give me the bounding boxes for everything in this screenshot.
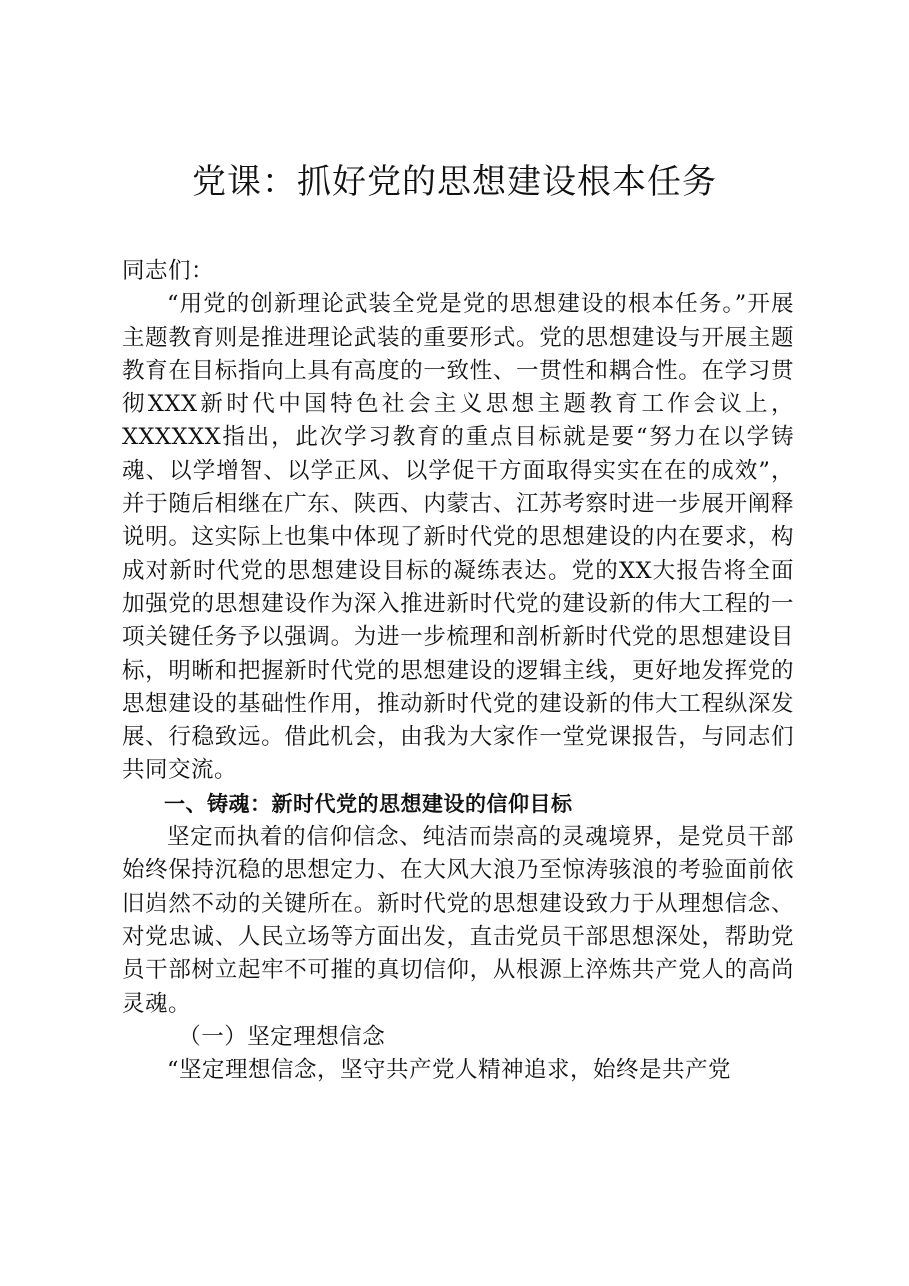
subsection-1-heading: （一）坚定理想信念 xyxy=(178,1023,386,1050)
section-1-heading: 一、铸魂：新时代党的思想建设的信仰目标 xyxy=(164,791,573,816)
document-title: 党课：抓好党的思想建设根本任务 xyxy=(192,162,717,202)
salutation: 同志们： xyxy=(122,258,215,284)
subsection-1-paragraph: “坚定理想信念，坚守共产党人精神追求，始终是共产党 xyxy=(167,1057,732,1084)
section-1-paragraph: 坚定而执着的信仰信念、纯洁而崇高的灵魂境界，是党员干部始终保持沉稳的思想定力、在大风大浪乃至惊涛骇浪的考验面前依旧岿然不动的关键所在。新时代党的思想建设致力于从理想信念、对党忠诚、人民立场等方面出发，直击党员干部思想深处，帮助党员干部树立起牢不可摧的真切信仰，从根源上淬炼共产党人的高尚灵魂。 xyxy=(122,824,794,1017)
intro-paragraph: “用党的创新理论武装全党是党的思想建设的根本任务。”开展主题教育则是推进理论武装的重要形式。党的思想建设与开展主题教育在目标指向上具有高度的一致性、一贯性和耦合性。在学习贯彻XXX新时代中国特色社会主义思想主题教育工作会议上，XXXXXX指出，此次学习教育的重点目标就是要“努力在以学铸魂、以学增智、以学正风、以学促干方面取得实实在在的成效”，并于随后相继在广东、陕西、内蒙古、江苏考察时进一步展开阐释说明。这实际上也集中体现了新时代党的思想建设的内在要求，构成对新时代党的思想建设目标的凝练表达。党的XX大报告将全面加强党的思想建设作为深入推进新时代党的建设新的伟大工程的一项关键任务予以强调。为进一步梳理和剖析新时代党的思想建设目标，明晰和把握新时代党的思想建设的逻辑主线，更好地发挥党的思想建设的基础性作用，推动新时代党的建设新的伟大工程纵深发展、行稳致远。借此机会，由我为大家作一堂党课报告，与同志们共同交流。 xyxy=(122,291,794,784)
document-body xyxy=(122,255,794,1087)
